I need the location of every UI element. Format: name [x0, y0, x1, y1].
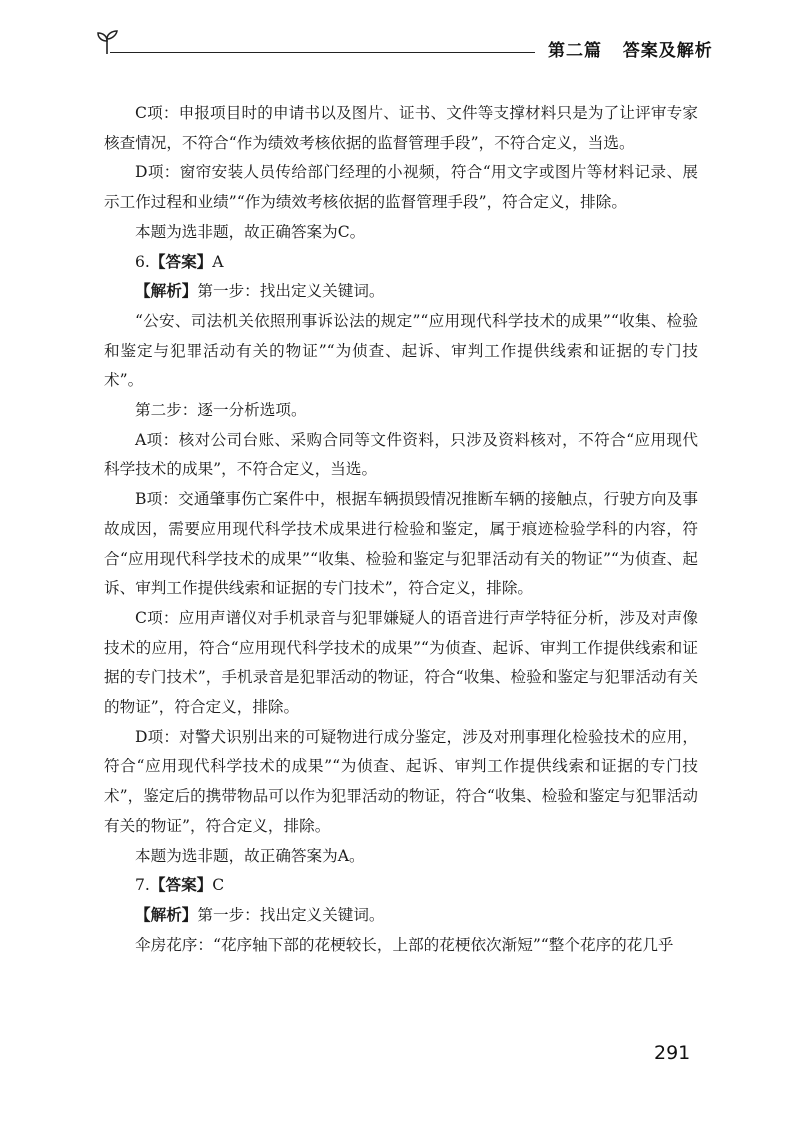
q6-analysis-line	[104, 277, 698, 307]
option-d-paragraph: D项：窗帘安装人员传给部门经理的小视频，符合“用文字或图片等材料记录、展示工作过程和业绩”“作为绩效考核依据的监督管理手段”，符合定义，排除。	[104, 163, 698, 212]
page-header	[0, 0, 800, 70]
section-title: 第二篇 答案及解析	[548, 41, 713, 61]
q6-answer: A	[212, 252, 224, 271]
q6-option-c: C项：应用声谱仪对手机录音与犯罪嫌疑人的语音进行声学特征分析，涉及对声像技术的应用，符合“应用现代科学技术的成果”“为侦查、起诉、审判工作提供线索和证据的专门技术”，手机录音是犯罪活动的物证，符合“收集、检验和鉴定与犯罪活动有关的物证”，符合定义，排除。	[104, 608, 698, 717]
q7-analysis-tag: 【解析】	[135, 905, 198, 924]
q6-number: 6.	[135, 252, 150, 271]
q6-conclusion: 本题为选非题，故正确答案为A。	[135, 846, 365, 865]
q7-answer-tag: 【答案】	[149, 876, 213, 895]
page-number: 291	[654, 1042, 691, 1064]
q7-keywords: 伞房花序：“花序轴下部的花梗较长，上部的花梗依次渐短”“整个花序的花几乎	[135, 935, 674, 954]
sprout-icon	[92, 28, 122, 58]
q7-analysis-line	[104, 901, 698, 931]
q6-step1: 第一步：找出定义关键词。	[197, 282, 385, 301]
q7-number: 7.	[135, 876, 150, 895]
q6-option-a: A项：核对公司台账、采购合同等文件资料，只涉及资料核对，不符合“应用现代科学技术的成果”，不符合定义，当选。	[104, 430, 698, 479]
option-c-paragraph: C项：申报项目时的申请书以及图片、证书、文件等支撑材料只是为了让评审专家核查情况，不符合“作为绩效考核依据的监督管理手段”，不符合定义，当选。	[104, 104, 698, 152]
answer-content	[104, 99, 698, 960]
header-divider	[110, 52, 535, 53]
q6-analysis-tag: 【解析】	[135, 282, 198, 301]
q5-conclusion: 本题为选非题，故正确答案为C。	[135, 222, 366, 241]
q7-answer: C	[212, 876, 225, 895]
q6-answer-tag: 【答案】	[149, 252, 213, 271]
q6-option-b: B项：交通肇事伤亡案件中，根据车辆损毁情况推断车辆的接触点，行驶方向及事故成因，需要应用现代科学技术成果进行检验和鉴定，属于痕迹检验学科的内容，符合“应用现代科学技术的成果”“收集、检验和鉴定与犯罪活动有关的物证”“为侦查、起诉、审判工作提供线索和证据的专门技术”，符合定义，排除。	[104, 490, 698, 598]
q6-keywords: “公安、司法机关依照刑事诉讼法的规定”“应用现代科学技术的成果”“收集、检验和鉴定与犯罪活动有关的物证”“为侦查、起诉、审判工作提供线索和证据的专门技术”。	[104, 311, 698, 390]
q7-step1: 第一步：找出定义关键词。	[197, 905, 385, 924]
q7-answer-line	[104, 871, 698, 901]
q6-answer-line	[104, 248, 698, 278]
q6-option-d: D项：对警犬识别出来的可疑物进行成分鉴定，涉及对刑事理化检验技术的应用，符合“应用现代科学技术的成果”“为侦查、起诉、审判工作提供线索和证据的专门技术”，鉴定后的携带物品可以作为犯罪活动的物证，符合“收集、检验和鉴定与犯罪活动有关的物证”，符合定义，排除。	[104, 727, 698, 835]
q6-step2: 第二步：逐一分析选项。	[135, 401, 307, 420]
